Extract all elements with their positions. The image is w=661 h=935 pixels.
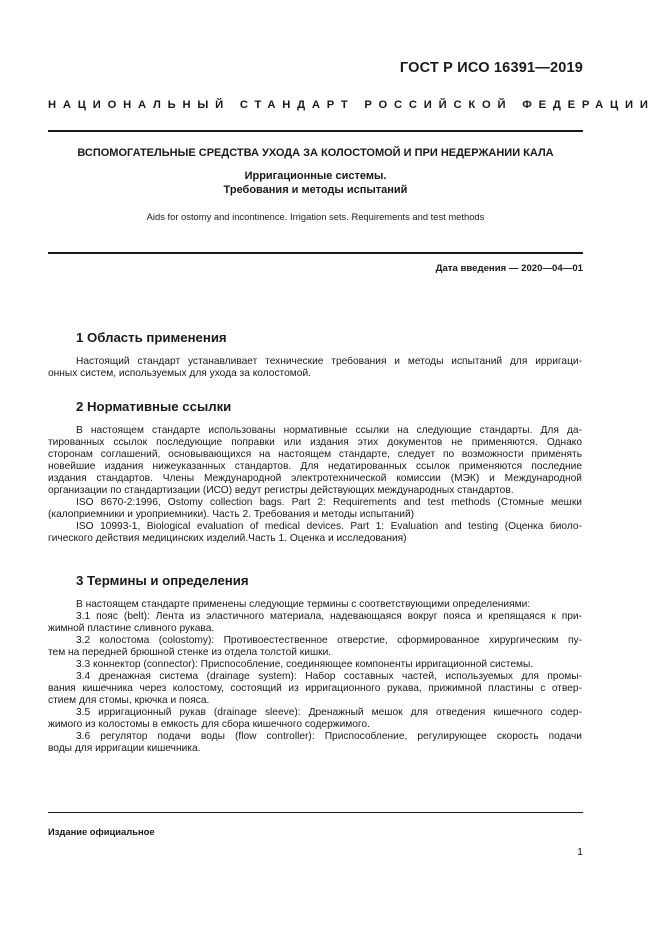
section-1-heading: 1 Область применения xyxy=(76,330,227,345)
section-1-body xyxy=(48,356,582,380)
footer-rule xyxy=(48,812,583,813)
document-subtitle-1: Ирригационные системы. xyxy=(244,170,387,182)
title-rule xyxy=(48,252,583,254)
national-standard-banner: НАЦИОНАЛЬНЫЙ СТАНДАРТ РОССИЙСКОЙ ФЕДЕРАЦИИ xyxy=(48,99,655,111)
introduction-date: Дата введения — 2020—04—01 xyxy=(435,263,583,274)
text-line: В настоящем стандарте применены следующие термины с соответствующими определениями: xyxy=(76,599,531,610)
text-line: сторонам соглашений, основывающихся на настоящем стандарте, следует по возможности применять xyxy=(48,449,582,460)
term-line: 3.3 коннектор (connector): Приспособление, соединяющее компоненты ирригационной системы. xyxy=(76,659,534,670)
text-line: Настоящий стандарт устанавливает технические требования и методы испытаний для ирригаци- xyxy=(76,356,582,367)
reference-line: ISO 8670-2:1996, Ostomy collection bags. Part 2: Requirements and test methods (Стомные мешки xyxy=(76,497,582,508)
term-line: 3.5 ирригационный рукав (drainage sleeve): Дренажный мешок для отведения кишечного содер- xyxy=(76,707,582,718)
reference-line: (калоприемники и уроприемники). Часть 2. Требования и методы испытаний) xyxy=(48,509,415,520)
term-line: вания кишечника через колостому, состоящий из ирригационного рукава, прижимной пластины с отвер- xyxy=(48,683,582,694)
section-2-heading: 2 Нормативные ссылки xyxy=(76,399,232,414)
document-subtitle-2: Требования и методы испытаний xyxy=(223,184,408,196)
section-3-heading: 3 Термины и определения xyxy=(76,573,249,588)
top-rule xyxy=(48,130,583,132)
text-line: В настоящем стандарте использованы нормативные ссылки на следующие стандарты. Для да- xyxy=(76,425,582,436)
text-line: онных систем, используемых для ухода за колостомой. xyxy=(48,368,311,379)
term-line: 3.1 пояс (belt): Лента из эластичного материала, надевающаяся вокруг пояса и крепящаяся к при- xyxy=(76,611,582,622)
section-3-body xyxy=(48,599,582,755)
page-number: 1 xyxy=(577,846,583,858)
text-line: новейшие издания нижеуказанных стандартов. Для недатированных ссылок применяются последние xyxy=(48,461,582,472)
term-line: 3.6 регулятор подачи воды (flow controller): Приспособление, регулирующее скорость подачи xyxy=(76,731,582,742)
section-2-body xyxy=(48,425,582,545)
term-line: стием для стомы, крючка и пояса. xyxy=(48,695,210,706)
text-line: организации по стандартизации (ИСО) ведут регистры действующих международных стандартов. xyxy=(48,485,514,496)
term-line: жимого из колостомы в емкость для сбора кишечного содержимого. xyxy=(48,719,370,730)
term-line: 3.2 колостома (colostomy): Противоестественное отверстие, сформированное хирургическим пу- xyxy=(76,635,582,646)
text-line: издания стандартов. Члены Международной электротехнической комиссии (МЭК) и Международной xyxy=(48,473,582,484)
document-title: ВСПОМОГАТЕЛЬНЫЕ СРЕДСТВА УХОДА ЗА КОЛОСТОМОЙ И ПРИ НЕДЕРЖАНИИ КАЛА xyxy=(77,147,554,159)
term-line: жимной пластине сливного рукава. xyxy=(48,623,215,634)
reference-line: гического действия медицинских изделий.Часть 1. Оценка и исследования) xyxy=(48,533,407,544)
term-line: воды для ирригации кишечника. xyxy=(48,743,201,754)
reference-line: ISO 10993-1, Biological evaluation of medical devices. Part 1: Evaluation and testing (Оценка биоло- xyxy=(76,521,582,532)
standard-code: ГОСТ Р ИСО 16391—2019 xyxy=(399,60,583,76)
english-title: Aids for ostomy and incontinence. Irrigation sets. Requirements and test methods xyxy=(146,211,485,222)
edition-label: Издание официальное xyxy=(48,826,155,837)
term-line: 3.4 дренажная система (drainage system): Набор составных частей, используемых для промы- xyxy=(76,671,582,682)
term-line: тем на передней брюшной стенке из отдела толстой кишки. xyxy=(48,647,332,658)
text-line: тированных ссылок последующие поправки или издания этих документов не применяются. Однако xyxy=(48,437,582,448)
